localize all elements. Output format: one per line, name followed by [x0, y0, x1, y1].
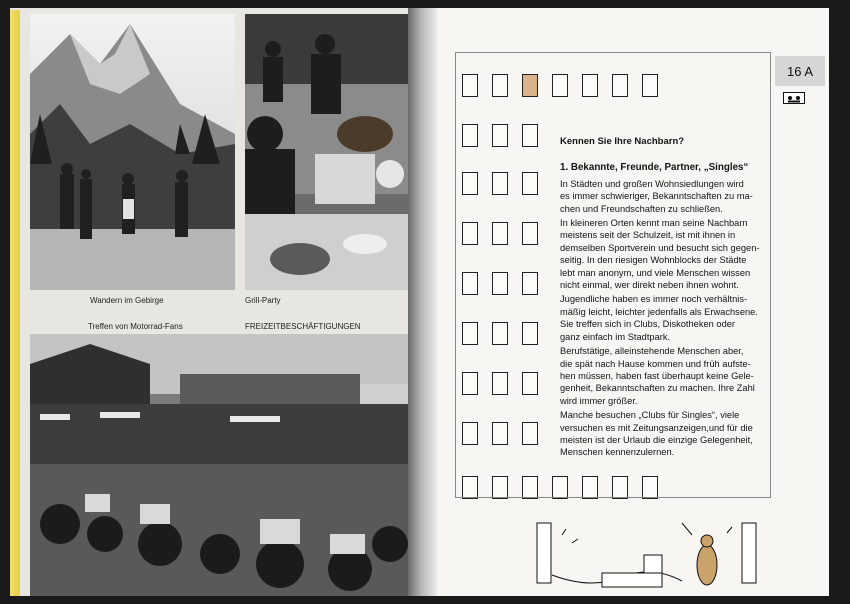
paragraph: Berufstätige, alleinstehende Menschen aber, die spät nach Hause kommen und früh aufste- hen müssen, haben fast überhaupt keine Gele- genheit, Bekanntschaften zu machen. Ihre Zahl wird immer größer. [560, 346, 755, 406]
caption-mountain-hiking: Wandern im Gebirge [90, 296, 164, 305]
book-gutter [408, 8, 438, 596]
article-text [560, 136, 780, 461]
article-heading: Kennen Sie Ihre Nachbarn? [560, 136, 685, 147]
caption-motorrad: Treffen von Motorrad-Fans [88, 322, 183, 331]
paragraph: In kleineren Orten kennt man seine Nachbarn meistens seit der Schulzeit, ist mit ihnen in demselben Sportverein und besucht sich gegen- seitig. In den riesigen Wohnblocks der Städte lebt man anonym, und viele Menschen wissen nicht einmal, wer direkt neben ihnen wohnt. [560, 218, 760, 291]
caption-grill-party: Grill-Party [245, 296, 281, 305]
paragraph: Manche besuchen „Clubs für Singles“, viele versuchen es mit Zeitungsanzeigen,und für die meisten ist der Urlaub die einzige Gelegenheit, Menschen kennenzulernen. [560, 410, 753, 458]
photo-motorcycle-meeting [30, 334, 414, 596]
section-title: FREIZEITBESCHÄFTIGUNGEN [245, 322, 361, 331]
photo-grill-party [245, 14, 410, 290]
paragraph: Jugendliche haben es immer noch verhältnis- mäßig leicht, leichter jedenfalls als Erwachsene. Sie treffen sich in Clubs, Diskotheken oder ganz einfach im Stadtpark. [560, 294, 758, 342]
paragraph: In Städten und großen Wohnsiedlungen wird es immer schwieriger, Bekanntschaften zu ma- chen und Freundschaften zu schließen. [560, 178, 753, 214]
cassette-icon [783, 92, 805, 104]
book-edge [10, 10, 20, 596]
photo-mountain-hiking [30, 14, 235, 290]
music-illustration-icon [532, 515, 772, 595]
unit-label: 16 A [775, 56, 825, 86]
article-subheading: 1. Bekannte, Freunde, Partner, „Singles“ [560, 162, 749, 174]
